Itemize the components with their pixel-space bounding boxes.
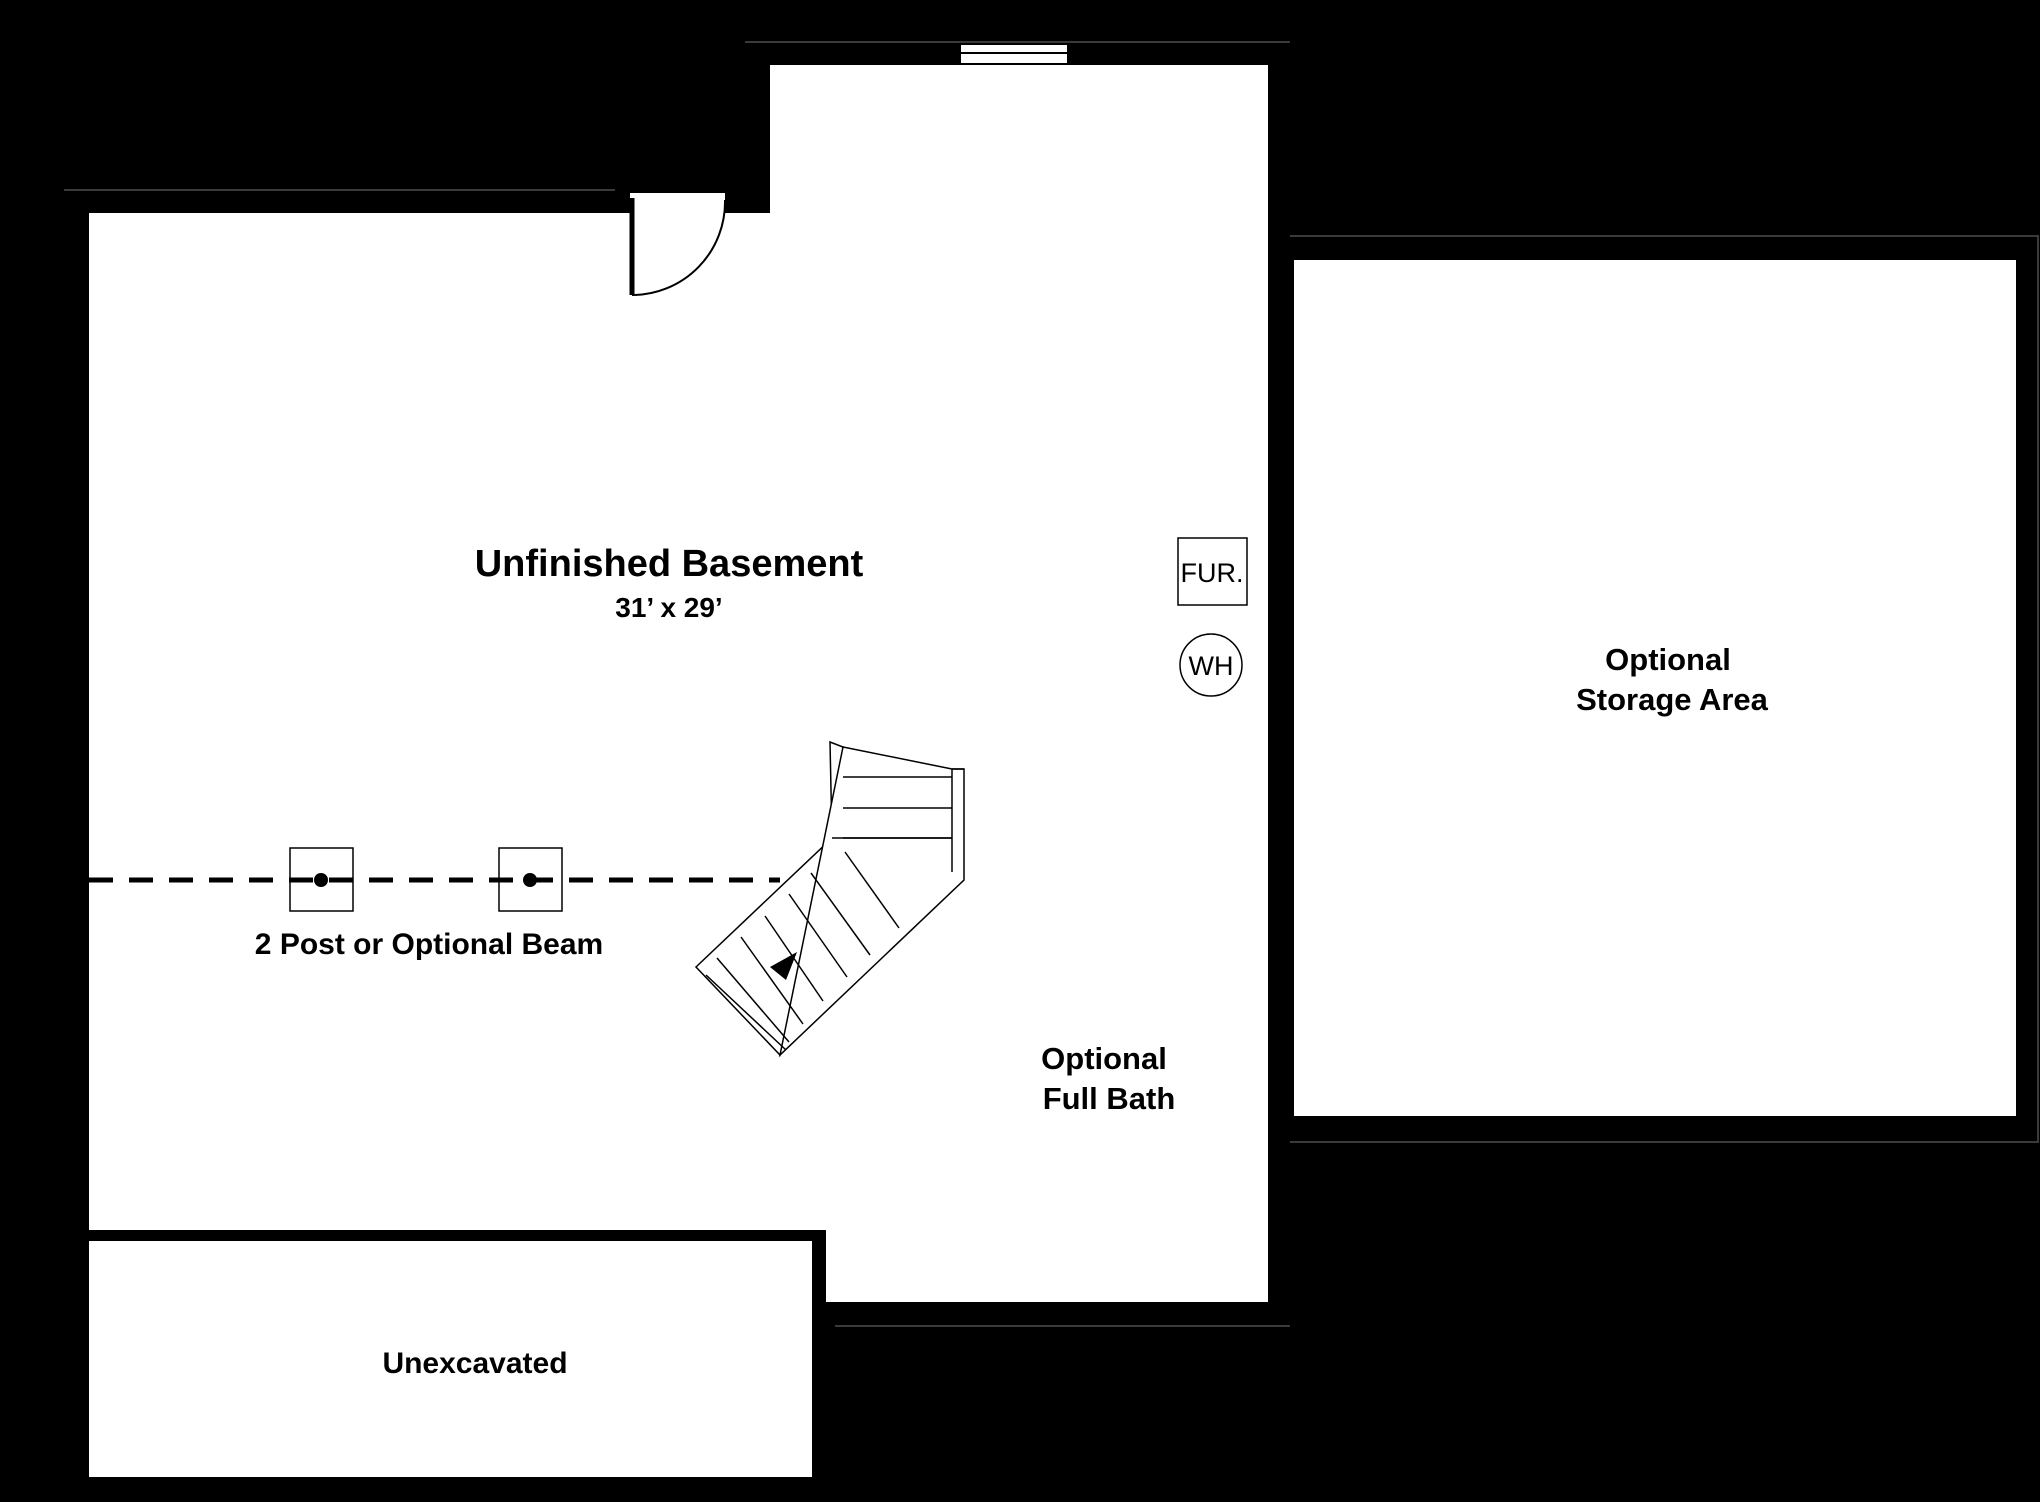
furnace-label: FUR.: [1180, 558, 1244, 588]
water-heater-label: WH: [1188, 651, 1234, 681]
bath-label-line2: Full Bath: [1042, 1081, 1176, 1116]
bath-label-line1: Optional: [1041, 1041, 1167, 1076]
basement-name: Unfinished Basement: [474, 543, 864, 585]
basement-room: [89, 65, 1268, 1302]
storage-label-line2: Storage Area: [1576, 682, 1768, 717]
beam-annotation: 2 Post or Optional Beam: [254, 928, 604, 961]
furnace-fixture: [1178, 538, 1247, 605]
unexcavated-label: Unexcavated: [382, 1347, 568, 1380]
basement-dimensions: 31’ x 29’: [615, 592, 723, 623]
water-heater-fixture: [1180, 634, 1242, 696]
storage-label-line1: Optional: [1605, 642, 1731, 677]
window: [960, 44, 1068, 64]
